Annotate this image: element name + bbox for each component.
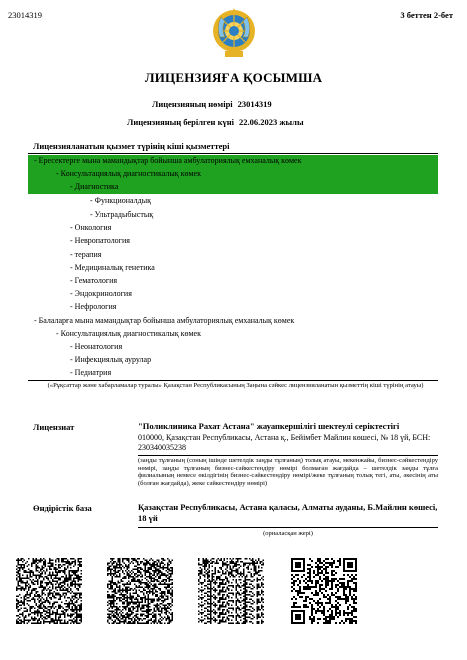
production-base-caption: (орналасқан жері) bbox=[263, 530, 313, 537]
service-item: - Ультрадыбыстық bbox=[90, 210, 154, 219]
services-bottom-divider bbox=[28, 380, 438, 381]
service-item: - Гематология bbox=[70, 276, 118, 285]
licensee-name: "Поликлиника Рахат Астана" жауапкершілігі шектеулі серіктестігі bbox=[138, 421, 400, 431]
production-base-divider bbox=[138, 527, 438, 528]
qr-code-icon bbox=[291, 558, 357, 624]
license-number-value: 23014319 bbox=[237, 99, 272, 109]
service-item: - Онкология bbox=[70, 223, 112, 232]
services-top-divider bbox=[28, 153, 438, 154]
service-item: - Педиатрия bbox=[70, 368, 112, 377]
licensee-address: 010000, Қазақстан Республикасы, Астана қ., Бейімбет Майлин көшесі, № 18 үй, БСН: 230340035238 bbox=[138, 433, 431, 452]
license-number-label: Лицензияның нөмірі bbox=[152, 99, 233, 109]
license-date-value: 22.06.2023 жылы bbox=[239, 117, 304, 127]
service-item: - Диагностика bbox=[70, 182, 119, 191]
production-base-value: Қазақстан Республикасы, Астана қаласы, Алматы ауданы, Б.Майлин көшесі, 18 үй bbox=[138, 502, 438, 523]
services-title: Лицензияланатын қызмет түрінің кіші қызметтері bbox=[33, 141, 230, 151]
service-item: - Консультациялық диагностикалық көмек bbox=[56, 169, 201, 178]
licensee-label: Лицензиат bbox=[33, 422, 75, 432]
document-number: 23014319 bbox=[8, 10, 42, 20]
service-item: - Эндокринология bbox=[70, 289, 132, 298]
barcode-3-icon bbox=[198, 558, 264, 624]
service-item: - Ересектерге мына мамандықтар бойынша амбулаториялық емханалық көмек bbox=[34, 156, 302, 165]
service-item: - Консультациялық диагностикалық көмек bbox=[56, 329, 201, 338]
barcode-1-icon bbox=[16, 558, 82, 624]
services-caption: («Рұқсаттар және хабарламалар туралы» Қазақстан Республикасының Заңына сәйкес лицензияланатын қызметтің кіші түрінің атауы) bbox=[47, 382, 424, 389]
page-indicator: 3 беттен 2-бет bbox=[400, 10, 453, 20]
service-item: - Балаларға мына мамандықтар бойынша амбулаториялық емханалық көмек bbox=[34, 316, 295, 325]
service-item: - Медициналық генетика bbox=[70, 263, 155, 272]
licensee-divider bbox=[138, 455, 438, 456]
barcode-2-icon bbox=[107, 558, 173, 624]
licensee-caption: (заңды тұлғаның (соның ішінде шетелдік заңды тұлғаның) толық атауы, мекенжайы, бизнес-сәйкестендіру нөмірі, заңды тұлғаның бизнес-сәйкестендіру нөмірі болмаған жағдайда – шетелдік заңды тұлға филиалының немесе өкілдігінің бизнес-сәйкестендіру нөмірі/жеке тұлғаның толық тегі, аты, әкесінің аты (болған жағдайда), жеке сәйкестендіру нөмірі) bbox=[138, 457, 438, 487]
license-date-row bbox=[127, 117, 304, 127]
page-title: ЛИЦЕНЗИЯҒА ҚОСЫМША bbox=[144, 70, 323, 85]
service-item: - Неонатология bbox=[70, 342, 123, 351]
state-emblem-icon bbox=[211, 7, 257, 59]
service-item: - Невропатология bbox=[70, 236, 130, 245]
service-item: - Инфекциялық аурулар bbox=[70, 355, 152, 364]
service-item: - терапия bbox=[70, 250, 102, 259]
license-number-row bbox=[152, 99, 272, 109]
service-item: - Функционалдық bbox=[90, 196, 151, 205]
production-base-label: Өндірістік база bbox=[33, 503, 92, 513]
license-date-label: Лицензияның берілген күні bbox=[127, 117, 234, 127]
service-item: - Нефрология bbox=[70, 302, 117, 311]
